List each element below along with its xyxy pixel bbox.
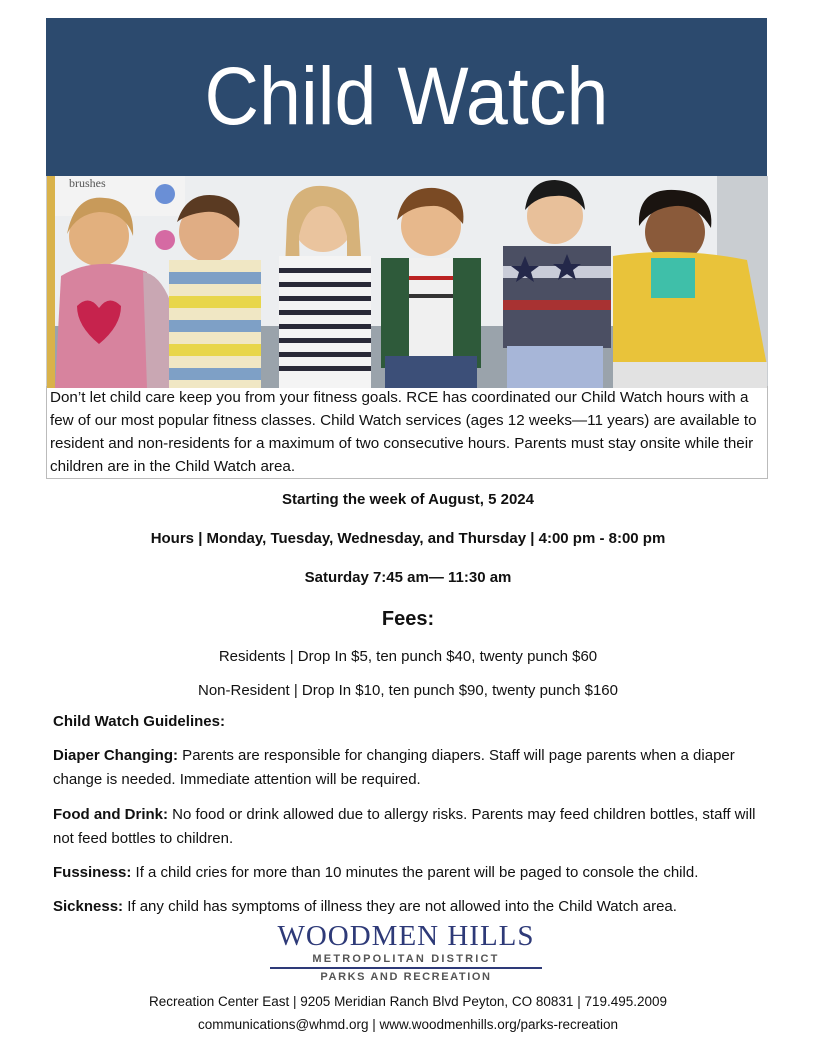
guideline-food <box>53 803 763 851</box>
intro-paragraph: Don’t let child care keep you from your fitness goals. RCE has coordinated our Child Watch hours with a few of our most popular fitness classes. Child Watch services (ages 12 weeks—11 years) are available to resident and non-residents for a maximum of two consecutive hours. Parents must stay onsite while their children are in the Child Watch area. <box>46 386 768 479</box>
weekday-hours: Hours | Monday, Tuesday, Wednesday, and Thursday | 4:00 pm - 8:00 pm <box>150 530 666 547</box>
guideline-text: No food or drink allowed due to allergy risks. Parents may feed children bottles, staff will not feed bottles to children. <box>53 806 756 847</box>
guideline-label: Fussiness: <box>53 864 132 881</box>
guideline-label: Food and Drink: <box>53 806 168 823</box>
guideline-diaper <box>53 744 763 792</box>
guideline-label: Diaper Changing: <box>53 747 179 764</box>
fees-heading: Fees: <box>381 608 435 630</box>
page-title: Child Watch <box>204 51 609 142</box>
non-resident-fees: Non-Resident | Drop In $10, ten punch $90, twenty punch $160 <box>197 682 618 699</box>
guideline-text: If a child cries for more than 10 minutes the parent will be paged to console the child. <box>131 864 699 881</box>
guidelines-heading <box>53 710 763 734</box>
logo-divider <box>270 967 542 969</box>
footer-contact: communications@whmd.org | www.woodmenhills.org/parks-recreation <box>197 1017 619 1032</box>
guidelines-title: Child Watch Guidelines: <box>53 713 225 730</box>
title-banner <box>46 18 767 176</box>
logo-district: METROPOLITAN DISTRICT <box>312 953 500 965</box>
saturday-hours: Saturday 7:45 am— 11:30 am <box>304 569 512 586</box>
start-date: Starting the week of August, 5 2024 <box>281 491 534 508</box>
logo-name: WOODMEN HILLS <box>277 920 535 952</box>
guideline-fussiness <box>53 861 763 885</box>
guideline-sickness <box>53 895 763 919</box>
guideline-text: If any child has symptoms of illness they are not allowed into the Child Watch area. <box>123 898 677 915</box>
woodmen-hills-logo <box>270 920 542 984</box>
svg-text:brushes: brushes <box>69 176 106 190</box>
guideline-label: Sickness: <box>53 898 124 915</box>
logo-parks: PARKS AND RECREATION <box>320 971 492 983</box>
children-group-photo-icon <box>47 176 768 388</box>
children-photo <box>46 176 768 388</box>
resident-fees: Residents | Drop In $5, ten punch $40, twenty punch $60 <box>218 648 598 665</box>
guideline-text: Parents are responsible for changing diapers. Staff will page parents when a diaper change is needed. Immediate attention will be required. <box>53 747 735 788</box>
footer-address: Recreation Center East | 9205 Meridian Ranch Blvd Peyton, CO 80831 | 719.495.2009 <box>148 994 668 1009</box>
